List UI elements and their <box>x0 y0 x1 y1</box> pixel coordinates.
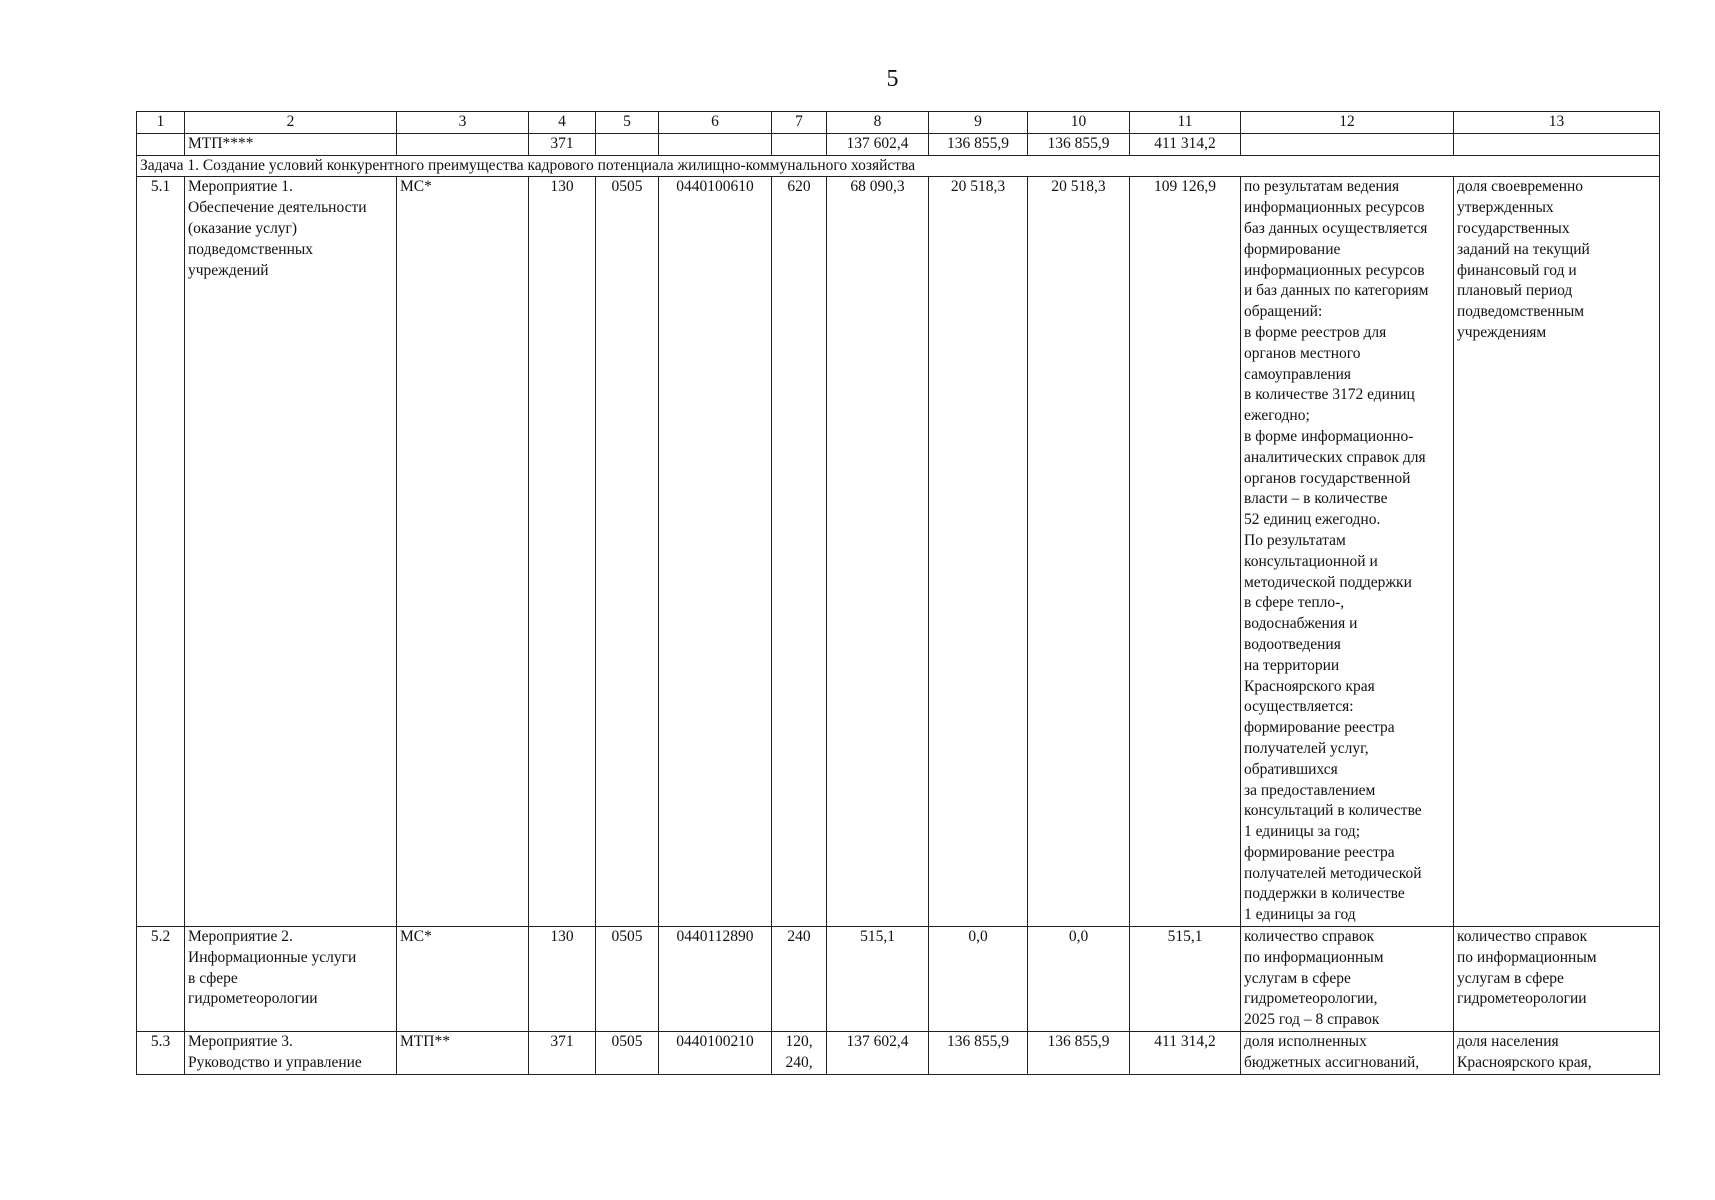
table-row <box>137 927 1660 1032</box>
page-number: 5 <box>886 66 899 92</box>
amount-col9: 0,0 <box>929 927 1028 1032</box>
column-header: 7 <box>772 112 827 134</box>
column-header: 12 <box>1241 112 1454 134</box>
row-number: 5.2 <box>137 927 185 1032</box>
amount-col10: 20 518,3 <box>1028 177 1130 927</box>
amount-col10: 0,0 <box>1028 927 1130 1032</box>
column-header: 11 <box>1130 112 1241 134</box>
amount-col10: 136 855,9 <box>1028 1032 1130 1075</box>
column-header: 8 <box>827 112 929 134</box>
row-number: 5.3 <box>137 1032 185 1075</box>
task-heading-row <box>137 155 1660 177</box>
target-article: 0440112890 <box>659 927 772 1032</box>
column-header: 3 <box>397 112 529 134</box>
summary-amount-col9: 136 855,9 <box>929 133 1028 155</box>
column-header: 4 <box>529 112 596 134</box>
row-number: 5.1 <box>137 177 185 927</box>
program-table <box>136 111 1660 1075</box>
amount-col11: 411 314,2 <box>1130 1032 1241 1075</box>
expected-result: количество справок по информационным услугам в сфере гидрометеорологии, 2025 год – 8 справок <box>1241 927 1454 1032</box>
table-row <box>137 177 1660 927</box>
column-header: 10 <box>1028 112 1130 134</box>
amount-col11: 109 126,9 <box>1130 177 1241 927</box>
expense-type: 240 <box>772 927 827 1032</box>
indicator: доля своевременно утвержденных государственных заданий на текущий финансовый год и плановый период подведомственным учреждениям <box>1454 177 1660 927</box>
summary-amount-col10: 136 855,9 <box>1028 133 1130 155</box>
amount-col11: 515,1 <box>1130 927 1241 1032</box>
summary-executor: МТП**** <box>185 133 397 155</box>
task-heading: Задача 1. Создание условий конкурентного преимущества кадрового потенциала жилищно-коммунального хозяйства <box>137 155 1660 177</box>
indicator: доля населения Красноярского края, <box>1454 1032 1660 1075</box>
expense-type: 120, 240, <box>772 1032 827 1075</box>
grbs-code: 130 <box>529 927 596 1032</box>
target-article: 0440100210 <box>659 1032 772 1075</box>
expected-result: доля исполненных бюджетных ассигнований, <box>1241 1032 1454 1075</box>
column-header: 6 <box>659 112 772 134</box>
expense-type: 620 <box>772 177 827 927</box>
executor: МС* <box>397 177 529 927</box>
amount-col8: 515,1 <box>827 927 929 1032</box>
expected-result: по результатам ведения информационных ресурсов баз данных осуществляется формирование информационных ресурсов и баз данных по категориям обращений: в форме реестров для органов местного самоуправления в количестве 3172 единиц ежегодно; в форме информационно- аналитических справок для органов государственной власти – в количестве 52 единиц ежегодно. По результатам консультационной и методической поддержки в сфере тепло-, водоснабжения и водоотведения на территории Красноярского края осуществляется: формирование реестра получателей услуг, обратившихся за предоставлением консультаций в количестве 1 единицы за год; формирование реестра получателей методической поддержки в количестве 1 единицы за год <box>1241 177 1454 927</box>
target-article: 0440100610 <box>659 177 772 927</box>
summary-amount-col8: 137 602,4 <box>827 133 929 155</box>
executor: МС* <box>397 927 529 1032</box>
executor: МТП** <box>397 1032 529 1075</box>
amount-col9: 20 518,3 <box>929 177 1028 927</box>
amount-col8: 68 090,3 <box>827 177 929 927</box>
section-code: 0505 <box>596 177 659 927</box>
activity-name: Мероприятие 3. Руководство и управление <box>185 1032 397 1075</box>
summary-grbs-code: 371 <box>529 133 596 155</box>
column-header: 9 <box>929 112 1028 134</box>
activity-name: Мероприятие 1. Обеспечение деятельности (оказание услуг) подведомственных учреждений <box>185 177 397 927</box>
column-number-row <box>137 112 1660 134</box>
summary-amount-col11: 411 314,2 <box>1130 133 1241 155</box>
grbs-code: 371 <box>529 1032 596 1075</box>
grbs-code: 130 <box>529 177 596 927</box>
column-header: 2 <box>185 112 397 134</box>
amount-col9: 136 855,9 <box>929 1032 1028 1075</box>
indicator: количество справок по информационным услугам в сфере гидрометеорологии <box>1454 927 1660 1032</box>
summary-row <box>137 133 1660 155</box>
column-header: 5 <box>596 112 659 134</box>
section-code: 0505 <box>596 1032 659 1075</box>
activity-name: Мероприятие 2. Информационные услуги в сфере гидрометеорологии <box>185 927 397 1032</box>
amount-col8: 137 602,4 <box>827 1032 929 1075</box>
column-header: 13 <box>1454 112 1660 134</box>
section-code: 0505 <box>596 927 659 1032</box>
column-header: 1 <box>137 112 185 134</box>
table-row <box>137 1032 1660 1075</box>
